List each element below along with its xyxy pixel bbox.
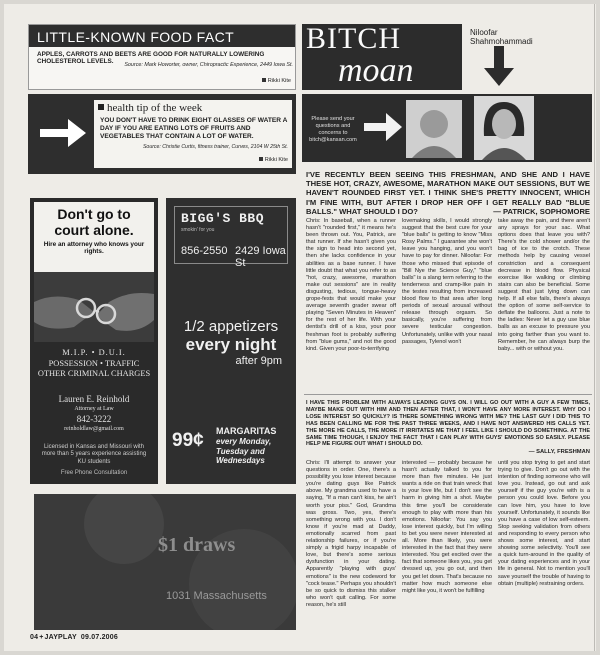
bbq-deal	[166, 318, 296, 367]
bbq-logo-box	[174, 206, 288, 269]
draws-headline: $1 draws	[158, 534, 236, 556]
health-tip-byline	[234, 157, 288, 163]
page-gutter-line	[594, 4, 595, 651]
bbq-margaritas-label: MARGARITAS	[216, 426, 277, 436]
food-fact-source: Source: Mark Howorter, owner, Chiropractic Experience, 2449 Iowa St.	[124, 62, 293, 68]
bbq-days: every Monday, Tuesday and Wednesdays	[216, 437, 272, 465]
column-title-1: BITCH	[306, 22, 401, 55]
byline-square-icon	[259, 157, 263, 161]
answer-2-col-3: until you stop trying to get and start trying to give. Don't go out with the intention of finding someone who will love you. Instead, go out and ask yourself if the guy you're with is a person you could love. Before you can love him, you have to love yourself. Unfortunately, it sounds like you have a case of low self-esteem. Stop seeking validation from others and responding to every person who shows some interest, and start showing some selectivity. You'll see a quick turn-around in the quality of your dating experiences and in your life in general. Not to mention you'll save yourself the trouble of having to obtain (multiple) restraining orders.	[498, 460, 590, 587]
magazine-name: JAYPLAY	[44, 634, 77, 641]
column-header	[302, 24, 592, 166]
column-title-2: moan	[338, 52, 414, 89]
page-footer	[30, 634, 118, 641]
bbq-deal-2: every night	[185, 335, 277, 354]
photo-arrow-icon	[362, 110, 404, 144]
food-fact-headline: APPLES, CARROTS AND BEETS ARE GOOD FOR NATURALLY LOWERING CHOLESTEROL LEVELS.	[37, 51, 265, 66]
question-2-signature: — SALLY, FRESHMAN	[528, 449, 590, 455]
author-2-photo	[406, 100, 462, 158]
attorney-ad-title-1: Don't go to	[57, 206, 131, 222]
attorney-ad-free: Free Phone Consultation	[60, 470, 128, 476]
author-1-label	[470, 28, 570, 46]
right-arrow-icon	[38, 116, 88, 150]
bbq-ad	[166, 198, 296, 484]
draws-ad	[34, 494, 296, 630]
bbq-address: 2429 Iowa St	[235, 245, 286, 269]
bbq-price: 99¢	[172, 430, 204, 451]
answer-1-col-3: take away the pain, and there aren't any sprays for your sac. What options does that leave you with? There's the cold shower and/or the bag of ice to the crotch. These methods help by causing vessel constriction and a consequent decrease in blood flow. Physical exercise like walking or climbing stairs can also be beneficial. Some suggest that just lying down can help. If all else fails, there's always the option of some self-service to deflate the balloons. Just a note to the ladies: Never let a guy use blue balls as an excuse to pressure you into going farther than you want to. Remember, he can always burp the baby... with or without you.	[498, 218, 590, 352]
question-2: I HAVE THIS PROBLEM WITH ALWAYS LEADING GUYS ON. I WILL GO OUT WITH A GUY A FEW TIMES, MAYBE MAKE OUT WITH HIM AND THEN AFTER THAT, I WON'T HAVE ANY MORE INTEREST. WHY DO I LOSE INTEREST SO QUICKLY? IS THERE SOMETHING WRONG WITH ME? THE LAST GUY I DID THIS TO HAS BEEN CALLING ME FOR THE PAST THREE WEEKS, AND I HAVE NOT ANSWERED HIS CALLS YET. THE MORE HE CALLS, THE MORE IT IRRITATES ME THAT I FEEL LIKE I SHOULD DO SOMETHING. AT THE SAME TIME THOUGH, I ENJOY THE FACT THAT I CAN PLAY WITH GUYS' EMOTIONS SO EASILY. PLEASE HELP ME FIGURE OUT WHAT I SHOULD DO.	[306, 400, 590, 448]
attorney-ad-title-2: court alone.	[54, 222, 134, 238]
attorney-email[interactable]: reinholdlaw@gmail.com	[64, 426, 124, 432]
question-1-signature: — PATRICK, SOPHOMORE	[493, 207, 590, 216]
bbq-tagline: smokin' for you	[181, 227, 215, 233]
food-fact-title	[29, 25, 295, 47]
attorney-ad-subtitle: Hire an attorney who knows your rights.	[43, 241, 145, 255]
attorney-ad-services	[30, 348, 158, 380]
question-1: I'VE RECENTLY BEEN SEEING THIS FRESHMAN, AND SHE AND I HAVE THESE HOT, CRAZY, AWESOME, MARATHON MAKE OUT SESSIONS, BUT WE HAVEN'T ROUNDED FIRST YET. I THINK SHE'S PRETTY INNOCENT, WHICH I'M FINE WITH, BUT AFTER I DROP HER OFF I GET REALLY BAD "BLUE BALLS." WHAT SHOULD I DO?	[306, 170, 590, 216]
attorney-services-3: OTHER CRIMINAL CHARGES	[37, 369, 151, 378]
food-fact-byline-text: Rikki Kite	[267, 78, 291, 84]
footer-separator: +	[39, 634, 44, 641]
health-tip-source: Source: Christie Curtis, fitness trainer, Curves, 2104 W 25th St.	[142, 144, 288, 150]
answer-1-col-2: lovemaking skills, I would strongly suggest that the best cure for your "blue balls" is getting to know "Miss Rosy Palms." I guarantee she won't leave you hanging, and you won't have to pay for dinner. Niloofar: For those who missed that episode of "Bill Nye the Science Guy," "blue balls" is a slang term referring to the tenderness and cramp-like pain in the testes resulting from increased blood flow to that area after long periods of sexual arousal without release through orgasm. So basically, you're suffering from severe testicular congestion. Unfortunately, unlike with your nasal passages, Tylenol won't	[402, 218, 492, 345]
attorney-services-1: M.I.P. • D.U.I.	[62, 348, 126, 357]
health-tip-body: YOU DON'T HAVE TO DRINK EIGHT GLASSES OF WATER A DAY IF YOU ARE EATING LOTS OF FRUITS AND VEGETABLES THAT CONTAIN A LOT OF WATER.	[100, 117, 288, 140]
bbq-deal-1: 1/2 appetizers	[183, 318, 279, 335]
health-tip-title-text: health tip of the week	[107, 102, 203, 114]
attorney-role: Attorney at Law	[74, 406, 114, 412]
food-fact-box	[28, 24, 296, 90]
handcuffs-image	[34, 272, 154, 342]
down-arrow-icon	[482, 46, 516, 86]
section-divider	[304, 394, 592, 395]
bullet-square-icon	[98, 104, 104, 110]
column-photo-strip	[302, 94, 592, 162]
send-note: Please send your questions and concerns to bitch@kansan.com	[309, 116, 357, 143]
answer-2-col-1: Chris: I'll attempt to answer your questions in order. One, there's a possibility you lose interest because you're dating guys like Patrick above. My grandma used to have a saying, "If a man can't kiss, he ain't worth your piss." God, Grandma was gross. Two, yes, there's something wrong with you. I don't know if you're mad at Daddy, emotionally scarred from past relationship failures, or if you're simply a frigid harpy incapable of love, but there's some serious dysfunction in your dating. Apparently "playing with guys' emotions" is the new codeword for "cock tease." Perhaps you shouldn't be so quick to dismiss this stalker who won't quit calling. For some reason, he's still	[306, 460, 396, 608]
health-tip-title	[98, 102, 202, 114]
draws-ad-texture	[34, 494, 296, 630]
answer-2-col-2: interested — probably because he hasn't actually talked to you for more than five minutes. He just wants a ride on that train wreck that is your love life, but I don't see the harm in giving him a shot. Maybe this time you'll be considerate enough to play with more than his emotions. Niloofar: You say you lose interest quickly, but I'm willing to bet you were never interested at all. More than likely, you were interested in the fact that they were interested. You get excited over the fact that someone likes you, you get dressed up, you go out, and then you get let down. That's because no matter how much someone else might like you, it won't be fulfilling	[402, 460, 492, 594]
health-tip-box	[28, 94, 296, 174]
bbq-logo: BIGG'S BBQ	[181, 211, 265, 226]
health-tip-card	[94, 100, 292, 168]
draws-address: 1031 Massachusetts	[166, 590, 267, 602]
page-number: 04	[30, 634, 39, 641]
attorney-ad-contact	[30, 394, 158, 432]
answer-1-col-1: Chris: In baseball, when a runner hasn't "rounded first," it means he's been thrown out. You, Patrick, are that runner. If she hasn't given you the sign to head into second yet, then she lacks confidence in your abilities as a base runner. I have little doubt that what you refer to as "hot, crazy, awesome, marathon make out sessions" are in reality disgusting, tedious, tongue-heavy grope-fests that would make your average seventh grader swear off playing "Seven Minutes in Heaven" for the rest of her life. With your dentist's drill of a kiss, your poor freshman foot is probably suffering from "blue gums," and not the good kind. Given your poor-to-terrifying	[306, 218, 396, 352]
attorney-name: Lauren E. Reinhold	[58, 394, 130, 404]
author-1-name: Niloofar Shahmohammadi	[470, 28, 533, 46]
bbq-margaritas	[172, 424, 294, 474]
newspaper-page	[4, 4, 596, 651]
issue-date: 09.07.2006	[80, 634, 118, 641]
author-1-photo	[474, 96, 534, 160]
attorney-services-2: POSSESSION • TRAFFIC	[48, 358, 140, 368]
attorney-ad	[30, 198, 158, 484]
attorney-ad-note: Licensed in Kansas and Missouri with more than 5 years experience assisting KU students	[41, 444, 147, 465]
column-title-block	[302, 24, 462, 90]
food-fact-title-text: LITTLE-KNOWN FOOD FACT	[37, 29, 235, 45]
food-fact-byline	[235, 78, 291, 84]
byline-square-icon	[262, 78, 266, 82]
bbq-deal-3: after 9pm	[235, 355, 282, 367]
bbq-phone[interactable]: 856-2550	[181, 245, 228, 257]
health-tip-byline-text: Rikki Kite	[264, 157, 288, 163]
attorney-phone[interactable]: 842-3222	[76, 414, 112, 424]
attorney-ad-card	[34, 202, 154, 272]
